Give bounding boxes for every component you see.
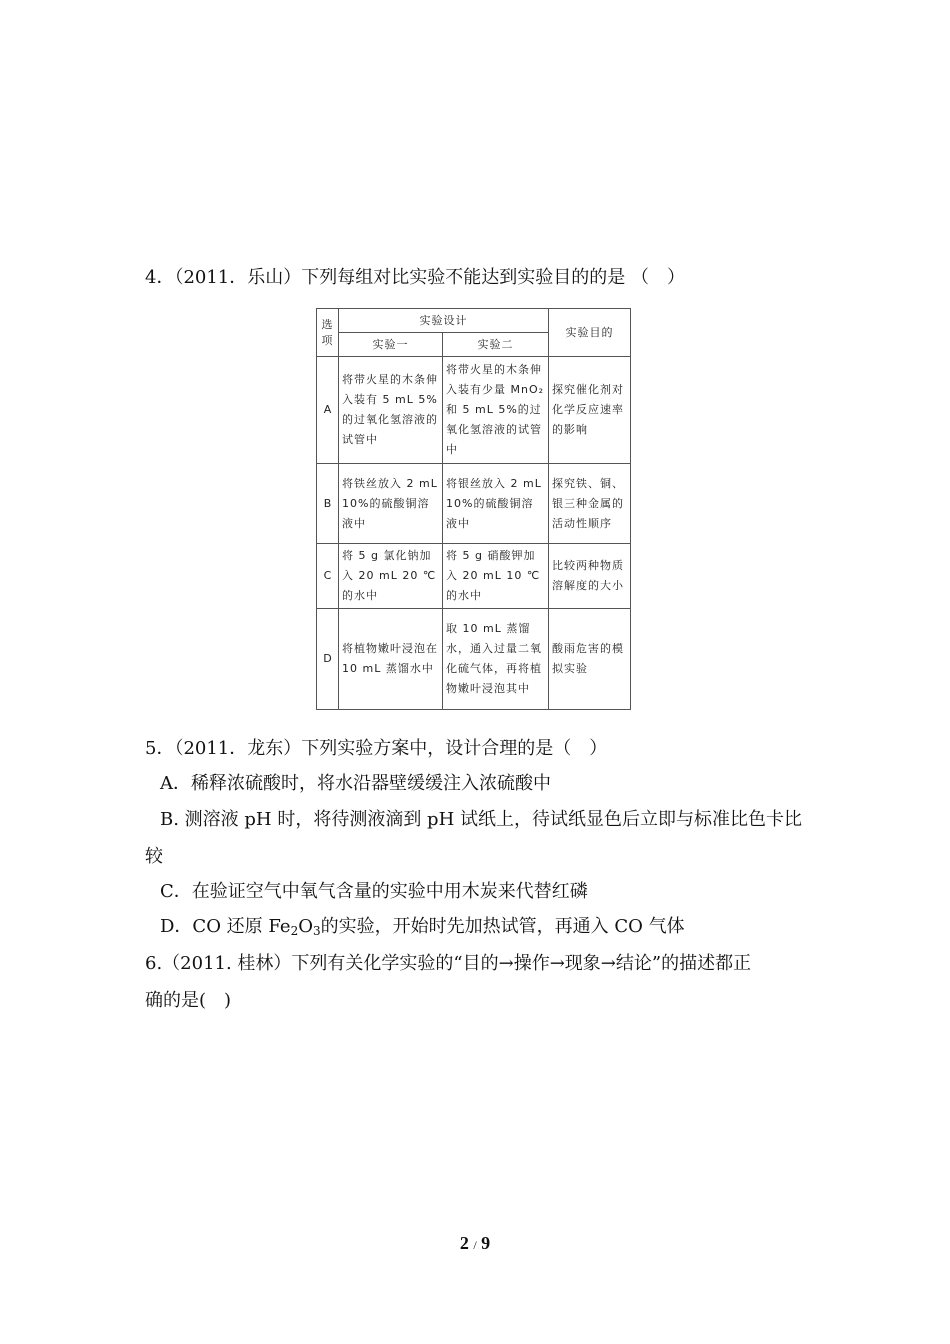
row-exp2: 将 5 g 硝酸钾加入 20 mL 10 ℃的水中 — [443, 544, 549, 609]
question-5-option-c: C．在验证空气中氧气含量的实验中用木炭来代替红磷 — [160, 881, 588, 902]
page-separator: / — [473, 1238, 477, 1252]
question-5-option-b: B. 测溶液 pH 时，将待测液滴到 pH 试纸上，待试纸显色后立即与标准比色卡比 — [160, 809, 802, 830]
current-page: 2 — [459, 1233, 469, 1253]
header-exp2: 实验二 — [443, 333, 549, 357]
question-5-option-b-continued: 较 — [145, 846, 163, 867]
option-d-text: 的实验，开始时先加热试管，再通入 CO 气体 — [320, 916, 685, 937]
option-d-text: D．CO 还原 Fe — [160, 916, 291, 937]
table-row — [317, 357, 631, 464]
row-exp2: 取 10 mL 蒸馏水，通入过量二氧化硫气体，再将植物嫩叶浸泡其中 — [443, 609, 549, 710]
table-row — [317, 464, 631, 544]
row-exp1: 将带火星的木条伸入装有 5 mL 5%的过氧化氢溶液的试管中 — [339, 357, 443, 464]
subscript: 3 — [312, 924, 321, 938]
row-purpose: 探究铁、铜、银三种金属的活动性顺序 — [549, 464, 631, 544]
question-5-option-a: A．稀释浓硫酸时，将水沿器壁缓缓注入浓硫酸中 — [160, 773, 551, 794]
subscript: 2 — [290, 924, 299, 938]
experiment-table — [316, 308, 631, 710]
row-option: A — [317, 357, 339, 464]
row-exp2: 将银丝放入 2 mL 10%的硫酸铜溶液中 — [443, 464, 549, 544]
row-exp2: 将带火星的木条伸入装有少量 MnO₂ 和 5 mL 5%的过氧化氢溶液的试管中 — [443, 357, 549, 464]
row-option: C — [317, 544, 339, 609]
header-exp1: 实验一 — [339, 333, 443, 357]
row-exp1: 将铁丝放入 2 mL 10%的硫酸铜溶液中 — [339, 464, 443, 544]
question-6-stem: 6.（2011. 桂林）下列有关化学实验的“目的→操作→现象→结论”的描述都正 — [145, 953, 752, 974]
header-option: 选项 — [317, 309, 339, 357]
question-6-stem-continued: 确的是( ) — [145, 990, 232, 1011]
page-number — [0, 1233, 950, 1254]
row-exp1: 将 5 g 氯化钠加入 20 mL 20 ℃的水中 — [339, 544, 443, 609]
question-4-stem: 4．（2011．乐山）下列每组对比实验不能达到实验目的的是 （ ） — [145, 267, 685, 288]
option-d-text: O — [298, 916, 313, 937]
header-design: 实验设计 — [339, 309, 549, 333]
row-option: D — [317, 609, 339, 710]
row-option: B — [317, 464, 339, 544]
row-purpose: 酸雨危害的模拟实验 — [549, 609, 631, 710]
header-purpose: 实验目的 — [549, 309, 631, 357]
question-5-stem: 5．（2011．龙东）下列实验方案中，设计合理的是（ ） — [145, 738, 608, 759]
row-exp1: 将植物嫩叶浸泡在 10 mL 蒸馏水中 — [339, 609, 443, 710]
question-5-option-d — [160, 915, 685, 939]
row-purpose: 探究催化剂对化学反应速率的影响 — [549, 357, 631, 464]
total-pages: 9 — [481, 1233, 491, 1253]
row-purpose: 比较两种物质溶解度的大小 — [549, 544, 631, 609]
table-row — [317, 544, 631, 609]
table-row — [317, 609, 631, 710]
